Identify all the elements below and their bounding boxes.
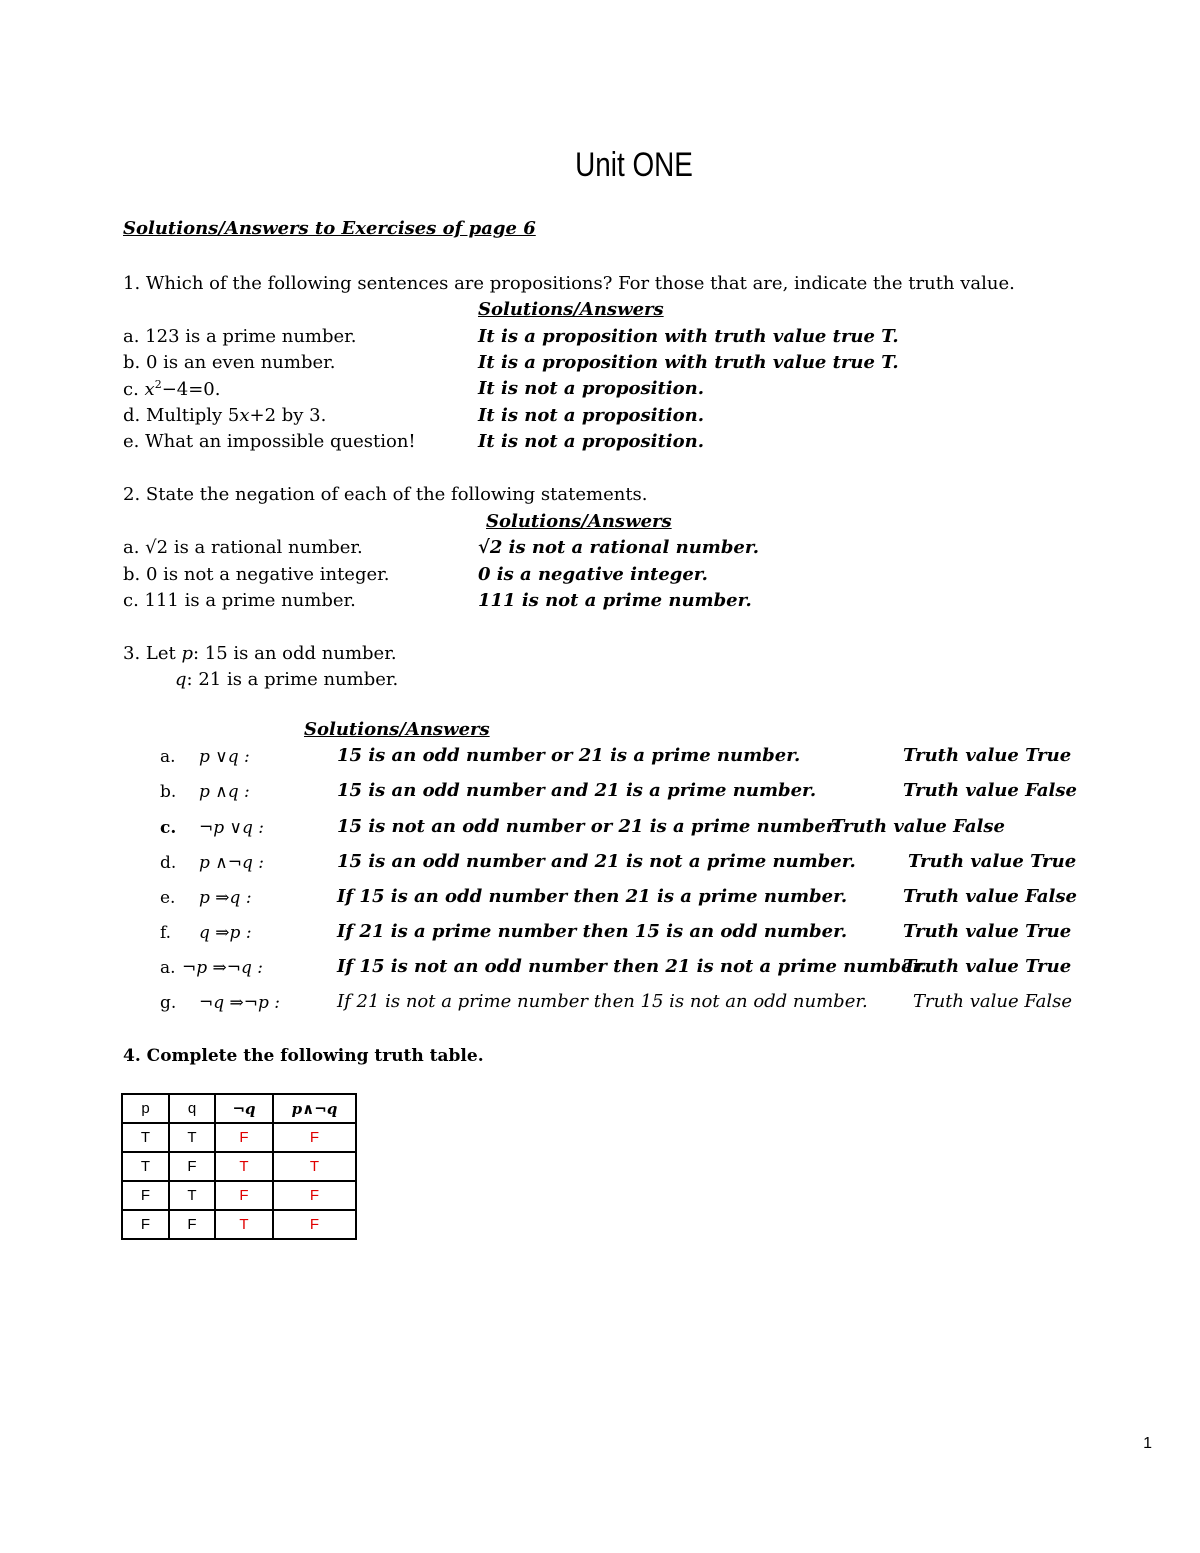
table-cell: T: [169, 1123, 215, 1152]
table-cell: F: [273, 1181, 356, 1210]
table-header-cell: ¬q: [215, 1094, 273, 1123]
q3-row-label: c.: [160, 818, 177, 838]
page-title: Unit ONE: [575, 146, 693, 184]
table-cell: F: [122, 1181, 169, 1210]
q3-row-label: d.: [160, 853, 177, 873]
q2-item-a: a. √2 is a rational number.: [123, 537, 363, 558]
q3-row-label: b.: [160, 782, 177, 802]
q3-row-expr: p ∨q :: [199, 747, 250, 767]
q3-row-label: g.: [160, 993, 177, 1013]
q3-subheading: Solutions/Answers: [304, 719, 490, 740]
table-cell: T: [273, 1152, 356, 1181]
q3-row-label: a.: [160, 958, 176, 978]
table-cell: F: [273, 1123, 356, 1152]
q1-item-a: a. 123 is a prime number.: [123, 326, 357, 347]
q3-row-expr: q ⇒p :: [199, 923, 252, 943]
q1-answer-b: It is a proposition with truth value true T.: [478, 352, 899, 373]
q1-answer-d: It is not a proposition.: [478, 405, 704, 426]
table-header-cell: p: [122, 1094, 169, 1123]
q1-item-b: b. 0 is an even number.: [123, 352, 336, 373]
table-header-cell: q: [169, 1094, 215, 1123]
table-cell: F: [169, 1152, 215, 1181]
q2-answer-b: 0 is a negative integer.: [478, 564, 708, 585]
q3-row-statement: 15 is not an odd number or 21 is a prime number.: [337, 816, 840, 837]
table-row: [122, 1181, 356, 1210]
q3-row-expr: ¬p ⇒¬q :: [182, 958, 264, 978]
table-cell: F: [273, 1210, 356, 1239]
table-row: [122, 1152, 356, 1181]
table-cell: T: [215, 1152, 273, 1181]
q3-row-statement: If 15 is not an odd number then 21 is not a prime number.: [337, 956, 927, 977]
table-row: [122, 1123, 356, 1152]
q3-row-statement: If 21 is not a prime number then 15 is not an odd number.: [337, 991, 868, 1012]
q2-question: 2. State the negation of each of the following statements.: [123, 484, 648, 505]
q3-row-statement: If 21 is a prime number then 15 is an odd number.: [337, 921, 848, 942]
table-cell: T: [122, 1152, 169, 1181]
q3-row-expr: p ⇒q :: [199, 888, 252, 908]
q3-row-truth: Truth value True: [903, 956, 1072, 977]
q2-item-b: b. 0 is not a negative integer.: [123, 564, 390, 585]
q3-row-expr: ¬q ⇒¬p :: [199, 993, 281, 1013]
q3-row-truth: Truth value False: [831, 816, 1005, 837]
table-cell: F: [215, 1123, 273, 1152]
q3-row-truth: Truth value False: [903, 780, 1077, 801]
q2-answer-c: 111 is not a prime number.: [478, 590, 752, 611]
q1-item-e: e. What an impossible question!: [123, 431, 416, 452]
q3-row-label: e.: [160, 888, 176, 908]
q1-subheading: Solutions/Answers: [478, 299, 664, 320]
q2-answer-a: √2 is not a rational number.: [478, 537, 759, 558]
q2-subheading: Solutions/Answers: [486, 511, 672, 532]
q3-row-expr: p ∧q :: [199, 782, 250, 802]
q1-item-d: d. Multiply 5x+2 by 3.: [123, 405, 327, 426]
q3-row-truth: Truth value False: [913, 991, 1073, 1012]
q3-row-truth: Truth value True: [903, 745, 1072, 766]
q3-row-expr: ¬p ∨q :: [199, 818, 264, 838]
q3-let-q: q: 21 is a prime number.: [175, 669, 399, 690]
table-header-cell: p∧¬q: [273, 1094, 356, 1123]
q3-row-statement: 15 is an odd number or 21 is a prime number.: [337, 745, 801, 766]
q3-row-truth: Truth value True: [908, 851, 1077, 872]
q1-answer-e: It is not a proposition.: [478, 431, 704, 452]
table-header-row: [122, 1094, 356, 1123]
q1-question: 1. Which of the following sentences are propositions? For those that are, indicate the truth value.: [123, 273, 1015, 294]
table-cell: F: [169, 1210, 215, 1239]
q2-item-c: c. 111 is a prime number.: [123, 590, 356, 611]
table-cell: T: [215, 1210, 273, 1239]
table-cell: T: [169, 1181, 215, 1210]
page-number: 1: [1143, 1435, 1152, 1452]
q1-item-c: c. $x^2-4=0$.: [123, 378, 221, 400]
table-cell: F: [122, 1210, 169, 1239]
q4-question: 4. Complete the following truth table.: [123, 1046, 484, 1066]
section-heading: Solutions/Answers to Exercises of page 6: [123, 218, 536, 239]
q1-answer-c: It is not a proposition.: [478, 378, 704, 399]
q3-row-statement: 15 is an odd number and 21 is not a prime number.: [337, 851, 856, 872]
truth-table: [121, 1093, 357, 1240]
q3-let-p: 3. Let p: 15 is an odd number.: [123, 643, 397, 664]
q3-row-truth: Truth value False: [903, 886, 1077, 907]
table-row: [122, 1210, 356, 1239]
q3-row-label: f.: [160, 923, 172, 943]
q3-row-expr: p ∧¬q :: [199, 853, 264, 873]
q3-row-truth: Truth value True: [903, 921, 1072, 942]
table-cell: F: [215, 1181, 273, 1210]
q1-answer-a: It is a proposition with truth value true T.: [478, 326, 899, 347]
q3-row-label: a.: [160, 747, 176, 767]
q3-row-statement: 15 is an odd number and 21 is a prime number.: [337, 780, 817, 801]
table-cell: T: [122, 1123, 169, 1152]
q3-row-statement: If 15 is an odd number then 21 is a prime number.: [337, 886, 848, 907]
